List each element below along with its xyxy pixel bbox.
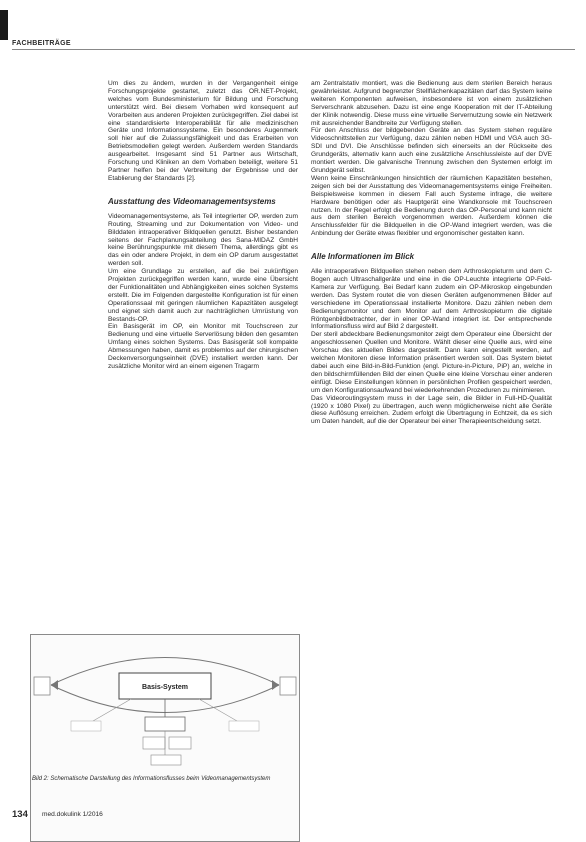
left-text-column — [108, 80, 298, 632]
paragraph: Videomanagementsysteme, als Teil integrierter OP, werden zum Routing, Streaming und zur Dokumentation von Video- und Bilddaten intraoperativer Bildquellen genutzt. Bisher bestanden seitens der Fachplanungsabteilung des Sana-MIDAZ GmbH keine Berührungspunkte mit diesem Thema, allerdings gibt es das ein oder andere Projekt, in dem ein OP darum ausgestattet werden soll. — [108, 212, 298, 268]
flow-line — [199, 699, 237, 721]
node-box — [145, 717, 185, 731]
paragraph: Um dies zu ändern, wurden in der Vergangenheit einige Forschungsprojekte gestartet, zuletzt das OR.NET-Projekt, welches vom Bundesministerium für Bildung und Forschung unterstützt wird. Bei diesem Vorhaben wird konsequent auf Vorarbeiten aus anderen Projekten zurückgegriffen. Ziel dabei ist eine standardisierte Interoperabilität für alle medizinischen Geräte und Informationssysteme. Ein besonderes Augenmerk soll hier auf die Zulassungsfähigkeit und das Erarbeiten von Betriebsmodellen gelegt werden. Außerdem werden Standards ausgearbeitet. Insgesamt sind 51 Partner aus Wirtschaft, Forschung und Kliniken an dem Vorhaben beteiligt, weitere 51 Partner helfen bei der Verbreitung der Ergebnisse und der Etablierung der Standards [2]. — [108, 80, 298, 182]
peripheral-box-left — [34, 677, 50, 695]
information-flow-diagram — [31, 635, 299, 775]
paragraph: Das Videoroutingsystem muss in der Lage sein, die Bilder in Full-HD-Qualität (1920 x 1080 Pixel) zu übertragen, auch wenn möglicherweise nicht alle Geräte diese Auflösung erreichen. Zudem erfolgt die Übertragung in Echtzeit, da es sich um Daten handelt, auf die der Operateur bei einer Therapieentscheidung setzt. — [311, 394, 552, 426]
node-box — [169, 737, 191, 749]
right-text-column — [311, 80, 552, 785]
page-number: 134 — [12, 809, 28, 820]
paragraph: Wenn keine Einschränkungen hinsichtlich der räumlichen Kapazitäten bestehen, zeigen sich bei der Ausstattung des Videomanagementsystems einige Freiheiten. Beispielsweise kommen in diesem Fall auch Systeme infrage, die weitere Hardware benötigen oder als Hauptgerät eine Wandkonsole mit Touchscreen nutzen. In der Regel erfolgt die Bedienung durch das OP-Personal und kann nicht aus dem sterilen Bereich vorgenommen werden. Außerdem können die Anschlussfelder für die Bildquellen in die OP-Wand integriert werden, was die Anbindung der Geräte etwas flexibler und ergonomischer gestalten kann. — [311, 174, 552, 238]
arrow-head-left — [51, 680, 58, 690]
node-box — [229, 721, 259, 731]
paragraph: Alle intraoperativen Bildquellen stehen neben dem Arthroskopieturm und dem C-Bogen auch Ultraschallgeräte und eine in die OP-Leuchte integrierte OP-Feld-Kamera zur Verfügung. Bei Bedarf kann zudem ein OP-Mikroskop eingebunden werden. Das System routet die von diesen Geräten aufgenommenen Bilder auf verschiedene im Operationssaal installierte Monitore. Dazu zählen neben dem Bedienungsmonitor und dem Monitor auf dem Arthroskopieturm die digitale Röntgenbildbetrachter, der in einer OP-Wand integriert ist. Der entsprechende Informationsfluss wird auf Bild 2 dargestellt. — [311, 268, 552, 331]
paragraph: Der steril abdeckbare Bedienungsmonitor zeigt dem Operateur eine Übersicht der angeschlossenen Quellen und Monitore. Wählt dieser eine Quelle aus, wird eine Vorschau des aktuellen Bildes dargestellt. Dann kann eingestellt werden, auf welchen Monitoren diese Information präsentiert werden soll. Das System bietet dabei auch eine Bild-in-Bild-Funktion (engl. Picture-in-Picture, PiP) an, welche in den bildschirmfüllenden Bild der einen Quelle eine kleine Vorschau einer anderen einfügt. Diese Einstellungen können in persönlichen Profilen gespeichert werden, um den Konfigurationsaufwand bei wiederkehrenden Prozeduren zu minimieren. — [311, 331, 552, 394]
section-label: FACHBEITRÄGE — [12, 40, 71, 47]
page-edge-marker — [0, 10, 8, 40]
section-heading: Ausstattung des Videomanagementsystems — [108, 196, 276, 206]
paragraph: Um eine Grundlage zu erstellen, auf die bei zukünftigen Projekten zurückgegriffen werden kann, wurde eine Übersicht der Funktionalitäten und Abhängigkeiten eines solchen Systems erstellt. Die im Folgenden dargestellte Konfiguration ist für einen Operationssaal mit geringen räumlichen Kapazitäten ausgelegt und eignet sich damit auch zur nachträglichen Umrüstung von Bestands-OP. — [108, 268, 298, 323]
flow-line — [93, 699, 131, 721]
node-box — [151, 755, 181, 765]
peripheral-box-right — [280, 677, 296, 695]
node-box — [71, 721, 101, 731]
figure-caption: Bild 2: Schematische Darstellung des Informationsflusses beim Videomanagementsystem — [32, 776, 271, 782]
node-box — [143, 737, 165, 749]
section-heading: Alle Informationen im Blick — [311, 252, 415, 262]
paragraph: Für den Anschluss der bildgebenden Geräte an das System stehen reguläre Videoschnittstellen zur Verfügung, dazu zählen neben HDMI und VGA auch 3G-SDI und DVI. Die Anschlüsse befinden sich einerseits an der Rückseite des Grundgeräts, alternativ kann auch eine zusätzliche Anschlussleiste auf der DVE montiert werden. Die galvanische Trennung zwischen den Systemen erfolgt im Grundgerät selbst. — [311, 127, 552, 174]
paragraph: am Zentralstativ montiert, was die Bedienung aus dem sterilen Bereich heraus gewährleistet. Aufgrund begrenzter Stellflächenkapazitäten darf das System keine weiteren Komponenten aufweisen, insbesondere ist von einem zusätzlichen Serverschrank abzusehen. Dazu ist eine enge Kooperation mit der IT-Abteilung der Klinik notwendig. Diese muss eine virtuelle Servernutzung sowie ein Netzwerk mit ausreichender Bandbreite zur Verfügung stellen. — [311, 80, 552, 127]
paragraph: Ein Basisgerät im OP, ein Monitor mit Touchscreen zur Bedienung und eine virtuelle Serverlösung bilden den gesamten Umfang eines solchen Systems. Das Basisgerät soll kompakte Abmessungen haben, damit es problemlos auf der chirurgischen Deckenversorgungseinheit (DVE) installiert werden kann. Der zusätzliche Monitor wird an einem eigenen Tragarm — [108, 323, 298, 370]
header-rule — [12, 49, 575, 50]
arrow-head-right — [272, 680, 279, 690]
basis-system-label: Basis-System — [142, 684, 188, 691]
journal-name: med.dokulink 1/2016 — [42, 811, 103, 818]
